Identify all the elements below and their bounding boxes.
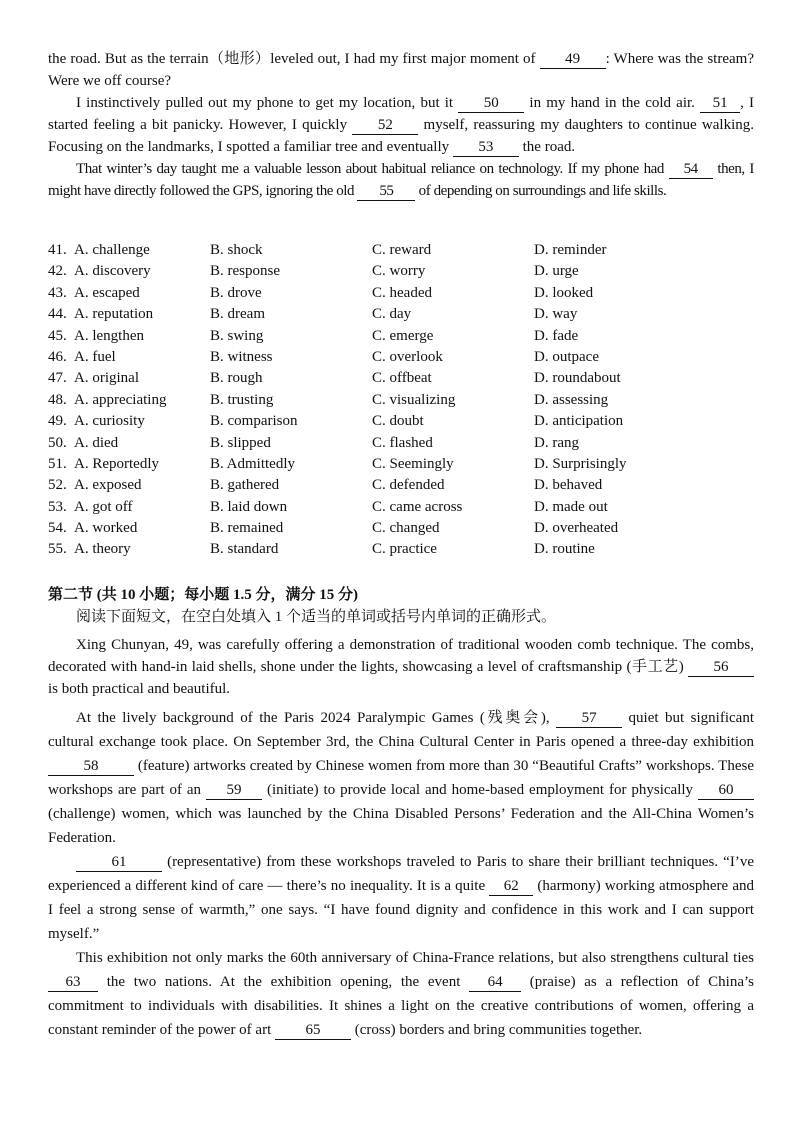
section-2-instruction: 阅读下面短文，在空白处填入 1 个适当的单词或括号内单词的正确形式。: [76, 609, 557, 625]
blank-50[interactable]: 50: [458, 95, 524, 113]
option-d[interactable]: D. overheated: [534, 520, 619, 537]
option-b[interactable]: B. shock: [210, 242, 263, 258]
option-d[interactable]: D. behaved: [534, 477, 603, 494]
option-c[interactable]: C. offbeat: [372, 370, 432, 387]
answer-options-table: [48, 240, 768, 561]
option-d[interactable]: D. urge: [534, 263, 579, 280]
option-c[interactable]: C. worry: [372, 263, 426, 280]
option-c[interactable]: C. doubt: [372, 413, 424, 430]
option-row: [48, 326, 768, 347]
passage2-paragraph-4: [48, 946, 754, 1042]
option-b[interactable]: B. gathered: [210, 477, 280, 494]
option-c[interactable]: C. visualizing: [372, 391, 456, 408]
option-d[interactable]: D. rang: [534, 434, 579, 451]
option-row: [48, 433, 768, 454]
section-2-title: 第二节 (共 10 小题；每小题 1.5 分，满分 15 分): [48, 587, 358, 603]
option-a[interactable]: A. appreciating: [74, 391, 167, 408]
option-c[interactable]: C. practice: [372, 541, 437, 558]
option-c[interactable]: C. changed: [372, 520, 440, 537]
text-run: is both practical and beautiful.: [48, 681, 231, 697]
text-run: (feature) artworks created by Chinese women from more than 30 “Beautiful Crafts” workshops. These workshops are part of an: [48, 758, 754, 798]
option-c[interactable]: C. Seemingly: [372, 455, 454, 472]
passage1-paragraph-1: [48, 48, 754, 92]
question-number: 55.: [48, 541, 67, 558]
option-row: [48, 454, 768, 475]
passage2-paragraph-3: [48, 850, 754, 946]
option-d[interactable]: D. Surprisingly: [534, 455, 627, 472]
option-d[interactable]: D. looked: [534, 284, 594, 301]
option-b[interactable]: B. standard: [210, 541, 279, 558]
text-run: of depending on surroundings and life skills.: [415, 183, 667, 199]
text-run: , I started feeling a bit panicky. However, I quickly: [48, 95, 754, 133]
option-c[interactable]: C. reward: [372, 242, 432, 258]
option-a[interactable]: A. original: [74, 370, 139, 387]
option-d[interactable]: D. made out: [534, 498, 608, 515]
option-c[interactable]: C. came across: [372, 498, 463, 515]
blank-51[interactable]: 51: [700, 95, 740, 113]
blank-57[interactable]: 57: [556, 710, 622, 728]
option-row: [48, 368, 768, 389]
text-run: (cross) borders and bring communities together.: [351, 1022, 643, 1038]
question-number: 45.: [48, 327, 67, 344]
question-number: 48.: [48, 391, 67, 408]
option-row: [48, 304, 768, 325]
option-b[interactable]: B. drove: [210, 284, 262, 301]
blank-58[interactable]: 58: [48, 758, 134, 776]
text-run: the road.: [518, 139, 576, 155]
text-run: the two nations. At the exhibition opening, the event: [98, 974, 470, 990]
option-c[interactable]: C. day: [372, 306, 412, 323]
blank-59[interactable]: 59: [206, 782, 262, 800]
blank-56[interactable]: 56: [688, 659, 754, 677]
option-row: [48, 390, 768, 411]
option-d[interactable]: D. reminder: [534, 242, 607, 258]
text-run: (representative) from these workshops traveled to Paris to share their brilliant techniques. “I’ve experienced a different kind of care — there’s no inequality. It is a quite: [48, 854, 754, 894]
option-d[interactable]: D. roundabout: [534, 370, 621, 387]
option-d[interactable]: D. outpace: [534, 348, 599, 365]
option-d[interactable]: D. assessing: [534, 391, 609, 408]
text-run: : Where was the stream? Were we off course?: [48, 51, 754, 89]
text-run: in my hand in the cold air.: [524, 95, 701, 111]
option-a[interactable]: A. died: [74, 434, 119, 451]
blank-53[interactable]: 53: [453, 139, 519, 157]
blank-64[interactable]: 64: [469, 974, 521, 992]
option-a[interactable]: A. worked: [74, 520, 138, 537]
passage2-paragraph-1: [48, 634, 754, 700]
option-c[interactable]: C. emerge: [372, 327, 434, 344]
option-row: [48, 283, 768, 304]
blank-54[interactable]: 54: [669, 161, 713, 179]
passage1-paragraph-2: [48, 92, 754, 158]
option-a[interactable]: A. fuel: [74, 348, 116, 365]
option-row: [48, 411, 768, 432]
option-a[interactable]: A. curiosity: [74, 413, 145, 430]
option-b[interactable]: B. dream: [210, 306, 265, 323]
question-number: 47.: [48, 370, 67, 387]
text-run: I instinctively pulled out my phone to get my location, but it: [76, 95, 459, 111]
text-run: (praise) as a reflection of China’s commitment to individuals with disabilities. It shines a light on the creative contributions of women, offering a constant reminder of the power of art: [48, 974, 754, 1038]
option-a[interactable]: A. lengthen: [74, 327, 144, 344]
blank-60[interactable]: 60: [698, 782, 754, 800]
option-row: [48, 497, 768, 518]
text-run: (challenge) women, which was launched by the China Disabled Persons’ Federation and the All-China Women’s Federation.: [48, 806, 754, 846]
option-row: [48, 347, 768, 368]
passage1-paragraph-3: [48, 158, 754, 202]
option-d[interactable]: D. way: [534, 306, 578, 323]
question-number: 51.: [48, 455, 67, 472]
option-row: [48, 475, 768, 496]
blank-52[interactable]: 52: [352, 117, 418, 135]
blank-63[interactable]: 63: [48, 974, 98, 992]
option-b[interactable]: B. slipped: [210, 434, 271, 451]
option-d[interactable]: D. fade: [534, 327, 579, 344]
option-b[interactable]: B. rough: [210, 370, 263, 387]
text-run: quiet but significant cultural exchange took place. On September 3rd, the China Cultural Center in Paris opened a three-day exhibition: [48, 710, 754, 750]
option-row: [48, 261, 768, 282]
option-b[interactable]: B. response: [210, 263, 280, 280]
blank-49[interactable]: 49: [540, 51, 606, 69]
option-a[interactable]: A. Reportedly: [74, 455, 159, 472]
option-a[interactable]: A. theory: [74, 541, 131, 558]
option-a[interactable]: A. escaped: [74, 284, 140, 301]
option-b[interactable]: B. Admittedly: [210, 455, 296, 472]
text-run: myself, reassuring my daughters to continue walking. Focusing on the landmarks, I spotted a familiar tree and eventually: [48, 117, 754, 155]
text-run: then, I might have directly followed the GPS, ignoring the old: [48, 161, 754, 199]
text-run: That winter’s day taught me a valuable lesson about habitual reliance on technology. If my phone had: [76, 161, 669, 177]
option-b[interactable]: B. laid down: [210, 498, 288, 515]
question-number: 53.: [48, 498, 67, 515]
option-d[interactable]: D. anticipation: [534, 413, 624, 430]
option-b[interactable]: B. trusting: [210, 391, 274, 408]
option-row: [48, 240, 768, 261]
text-run: Xing Chunyan, 49, was carefully offering a demonstration of traditional wooden comb technique. The combs, decorated with hand-in laid shells, shone under the lights, showcasing a level of craftsmanship (手工艺): [48, 637, 754, 675]
option-b[interactable]: B. comparison: [210, 413, 298, 430]
question-number: 41.: [48, 242, 67, 258]
option-a[interactable]: A. got off: [74, 498, 133, 515]
question-number: 50.: [48, 434, 67, 451]
text-run: (initiate) to provide local and home-based employment for physically: [262, 782, 698, 798]
passage2-paragraph-2: [48, 706, 754, 850]
option-c[interactable]: C. overlook: [372, 348, 443, 365]
option-d[interactable]: D. routine: [534, 541, 595, 558]
text-run: (harmony) working atmosphere and I feel a strong sense of warmth,” one says. “I have found dignity and confidence in this work and I can support myself.”: [48, 878, 754, 942]
option-c[interactable]: C. defended: [372, 477, 445, 494]
text-run: the road. But as the terrain（地形）leveled out, I had my first major moment of: [48, 51, 540, 67]
question-number: 54.: [48, 520, 67, 537]
blank-61[interactable]: 61: [76, 854, 162, 872]
option-a[interactable]: A. reputation: [74, 306, 154, 323]
option-b[interactable]: B. swing: [210, 327, 264, 344]
blank-55[interactable]: 55: [357, 183, 415, 201]
text-run: At the lively background of the Paris 2024 Paralympic Games (残奥会),: [76, 710, 557, 726]
blank-62[interactable]: 62: [489, 878, 533, 896]
question-number: 46.: [48, 348, 67, 365]
text-run: This exhibition not only marks the 60th anniversary of China-France relations, but also strengthens cultural ties: [76, 950, 754, 966]
option-a[interactable]: A. challenge: [74, 242, 150, 258]
option-a[interactable]: A. exposed: [74, 477, 142, 494]
question-number: 43.: [48, 284, 67, 301]
option-b[interactable]: B. remained: [210, 520, 284, 537]
question-number: 42.: [48, 263, 67, 280]
blank-65[interactable]: 65: [275, 1022, 351, 1040]
option-b[interactable]: B. witness: [210, 348, 273, 365]
option-row: [48, 539, 768, 560]
option-a[interactable]: A. discovery: [74, 263, 151, 280]
question-number: 44.: [48, 306, 67, 323]
option-row: [48, 518, 768, 539]
option-c[interactable]: C. headed: [372, 284, 432, 301]
question-number: 49.: [48, 413, 67, 430]
question-number: 52.: [48, 477, 67, 494]
option-c[interactable]: C. flashed: [372, 434, 433, 451]
